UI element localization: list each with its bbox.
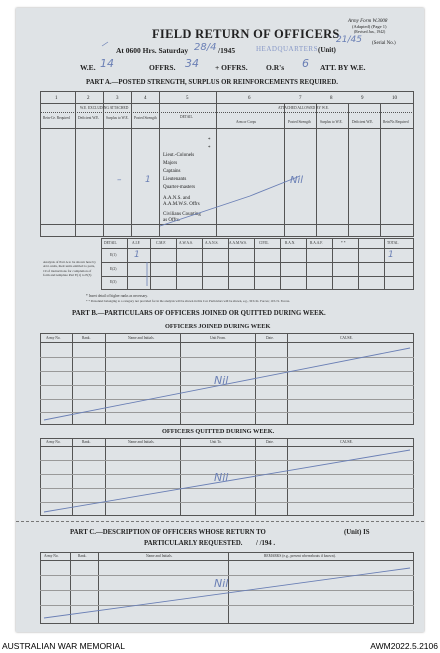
part-a-nil: Nil xyxy=(290,175,304,186)
quitted-col-rank: Rank. xyxy=(82,440,91,444)
col-num-5: 5 xyxy=(186,96,189,101)
analysis-note: Analysis of Part A to be shown here by ALL units, their units entitled to parts, 19 of instructions for completion of form and template Part E(1) to E(3) xyxy=(43,260,96,278)
plus-offrs-label: + OFFRS. xyxy=(215,63,248,72)
header-reinforcements-required: Rein-Ce. Required xyxy=(43,116,70,120)
col-num-6: 6 xyxy=(248,96,251,101)
ors-label: O.R's xyxy=(266,63,285,72)
analysis-header-other: * * xyxy=(341,241,346,245)
header-right-deficient: Deficient W.E. xyxy=(352,120,374,124)
part-a-one: 1 xyxy=(145,175,151,185)
offrs-value: 34 xyxy=(185,57,199,70)
att-label: ATT. BY W.E. xyxy=(320,63,366,72)
joined-col-army-no: Army No. xyxy=(46,336,61,340)
rank-captains: Captains xyxy=(163,169,181,174)
joined-col-unit-from: Unit From. xyxy=(210,336,226,340)
col-num-9: 9 xyxy=(361,96,364,101)
year-label: /1945 xyxy=(218,46,236,55)
header-deficient-we: Deficient W.E. xyxy=(78,116,100,120)
adapted-label: (Adapted) (Page 1) xyxy=(352,24,387,29)
footer-source: AUSTRALIAN WAR MEMORIAL xyxy=(2,641,125,651)
part-c-heading-1: PART C.—DESCRIPTION OF OFFICERS WHOSE RETURN TO xyxy=(70,529,266,536)
analysis-header-total: TOTAL xyxy=(387,241,399,245)
header-right-surplus: Surplus to W.E. xyxy=(320,120,343,124)
joined-col-rank: Rank. xyxy=(82,336,91,340)
we-value: 14 xyxy=(100,57,114,70)
part-c-date-blank: / /194 . xyxy=(256,540,276,547)
attached-allowed-label: ATTACHED ALLOWED BY W.E. xyxy=(278,106,329,110)
part-a-heading: PART A.—POSTED STRENGTH, SURPLUS OR REINFORCEMENTS REQUIRED. xyxy=(86,79,338,86)
rank-quarter-masters: Quarter-masters xyxy=(163,185,196,190)
header-right-reinforcements: Rein'Ns Required xyxy=(383,120,409,124)
header-surplus-we: Surplus to W.E. xyxy=(106,116,129,120)
joined-col-name: Name and Initials. xyxy=(128,336,155,340)
part-c-heading-2: PARTICULARLY REQUESTED. xyxy=(144,540,243,547)
analysis-header-aans: A.A.N.S. xyxy=(205,241,219,245)
offrs-label: OFFRS. xyxy=(149,63,176,72)
analysis-header-detail: DETAIL xyxy=(104,241,117,245)
part-c-col-rank: Rank. xyxy=(78,554,87,558)
unit-label: (Unit) xyxy=(318,46,336,54)
analysis-total-value: 1 xyxy=(388,250,394,260)
ors-value: 6 xyxy=(302,57,309,70)
joined-col-cause: CAUSE. xyxy=(340,336,353,340)
rank-aans: A.A.N.S. and xyxy=(163,196,191,201)
analysis-row-e1: E(1) xyxy=(110,253,117,257)
analysis-header-awas: A.W.A.S. xyxy=(179,241,193,245)
analysis-aif-value: 1 xyxy=(134,250,140,260)
analysis-header-aif: A.I.F. xyxy=(132,241,141,245)
joined-col-date: Date. xyxy=(266,336,274,340)
quitted-col-cause: CAUSE. xyxy=(340,440,353,444)
part-a-dash: – xyxy=(117,175,122,185)
col-num-4: 4 xyxy=(144,96,147,101)
footnote-1: * Insert detail of higher ranks as necessary. xyxy=(86,294,148,298)
part-c-unit-label: (Unit) IS xyxy=(344,529,370,536)
we-label: W.E. xyxy=(80,63,96,72)
analysis-header-aamws: A.A.M.W.S. xyxy=(229,241,247,245)
col-num-2: 2 xyxy=(87,96,90,101)
serial-label: (Serial No.) xyxy=(372,41,396,46)
footnote-2: * * Personnel belonging to a category not provided for in the analysis will be shown in this Col. Particulars will be shown, e.g., 30 U.K. Forces; 10 U.S. Forces. xyxy=(86,299,291,303)
part-c-col-remarks: REMARKS (e.g., present whereabouts if known). xyxy=(264,554,336,558)
form-title: FIELD RETURN OF OFFICERS xyxy=(152,27,340,41)
serial-value: 21/45 xyxy=(336,35,362,45)
rank-lieut-colonels: Lieut.-Colonels xyxy=(163,153,195,158)
part-c-col-army-no: Army No. xyxy=(44,554,59,558)
rank-civilians-2: as Offrs. xyxy=(163,218,181,223)
part-c-nil: Nil xyxy=(214,577,229,590)
quitted-col-unit-to: Unit To. xyxy=(210,440,222,444)
analysis-row-e2: E(2) xyxy=(110,267,117,271)
joined-title: OFFICERS JOINED DURING WEEK xyxy=(165,323,271,330)
header-right-posted-strength: Posted Strength xyxy=(288,120,311,124)
analysis-header-raaf: R.A.A.F. xyxy=(310,241,323,245)
revised-label: (Revised Jan., 1942) xyxy=(354,30,386,34)
analysis-header-civil: CIVIL xyxy=(259,241,269,245)
col-num-3: 3 xyxy=(116,96,119,101)
analysis-header-cmf: C.M.F. xyxy=(156,241,166,245)
col-num-1: 1 xyxy=(55,96,58,101)
header-posted-strength: Posted Strength xyxy=(134,116,157,120)
quitted-col-name: Name and Initials. xyxy=(128,440,155,444)
at-line-prefix: At 0600 Hrs. Saturday xyxy=(116,46,189,55)
joined-nil: Nil xyxy=(214,374,229,387)
quitted-col-date: Date. xyxy=(266,440,274,444)
quitted-nil: Nil xyxy=(214,471,229,484)
header-arm-or-corps: Arm or Corps xyxy=(236,120,256,124)
rank-majors: Majors xyxy=(163,161,178,166)
part-c-col-name: Name and Initials. xyxy=(146,554,173,558)
rank-civilians: Civilians Counting xyxy=(163,212,201,217)
army-form-number: Army Form W.3008 xyxy=(348,19,388,24)
rank-aamws: A.A.M.W.S. Offrs xyxy=(163,202,200,207)
col-num-10: 10 xyxy=(392,96,397,101)
quitted-col-army-no: Army No. xyxy=(46,440,61,444)
we-excluding-label: W.E. EXCLUDING ATTACHED xyxy=(80,106,129,110)
header-detail: DETAIL xyxy=(180,115,193,119)
unit-stamp: HEADQUARTERS xyxy=(256,45,318,53)
quitted-title: OFFICERS QUITTED DURING WEEK. xyxy=(162,428,275,435)
rank-lieutenants: Lieutenants xyxy=(163,177,187,182)
part-b-heading: PART B.—PARTICULARS OF OFFICERS JOINED OR QUITTED DURING WEEK. xyxy=(72,310,326,317)
analysis-header-ran: R.A.N. xyxy=(285,241,296,245)
col-num-7: 7 xyxy=(299,96,302,101)
date-handwritten: 28/4 xyxy=(194,42,217,53)
analysis-row-e3: E(3) xyxy=(110,280,117,284)
footer-accession-number: AWM2022.5.2106 xyxy=(370,641,438,651)
col-num-8: 8 xyxy=(330,96,333,101)
